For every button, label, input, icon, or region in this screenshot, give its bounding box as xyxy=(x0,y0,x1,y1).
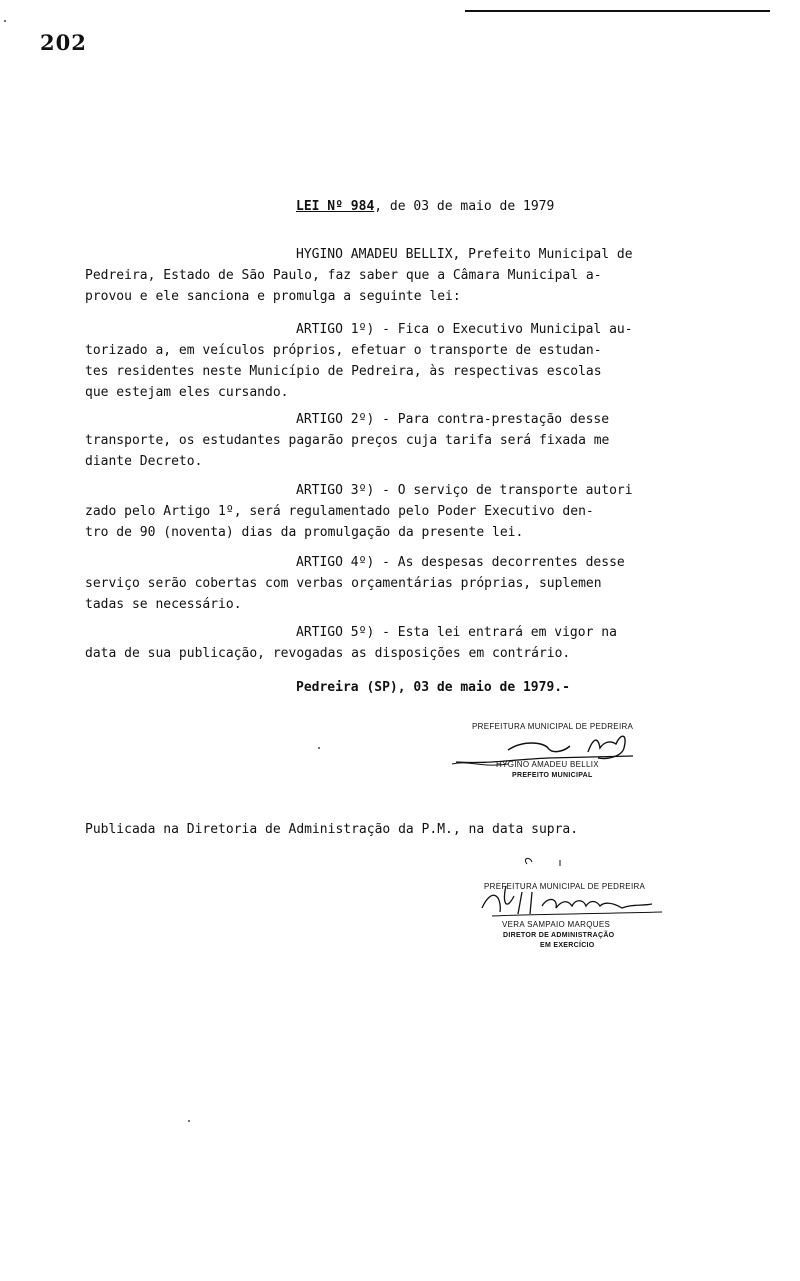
article-3 xyxy=(85,480,695,543)
article-5 xyxy=(85,622,695,664)
dateline: Pedreira (SP), 03 de maio de 1979.- xyxy=(296,680,570,695)
article-line: data de sua publicação, revogadas as disposições em contrário. xyxy=(85,646,571,661)
law-title xyxy=(296,199,554,214)
article-line: tro de 90 (noventa) dias da promulgação da presente lei. xyxy=(85,525,524,540)
mayor-stamp-role: PREFEITO MUNICIPAL xyxy=(512,772,593,779)
director-stamp-role: DIRETOR DE ADMINISTRAÇÃO xyxy=(503,932,615,939)
article-4 xyxy=(85,552,695,615)
article-line: ARTIGO 3º) - O serviço de transporte autori xyxy=(296,483,633,498)
article-line: zado pelo Artigo 1º, será regulamentado pelo Poder Executivo den- xyxy=(85,504,594,519)
mayor-stamp-name: HYGINO AMADEU BELLIX xyxy=(496,760,599,769)
scan-speck xyxy=(188,1120,190,1122)
article-1 xyxy=(85,319,695,403)
scan-speck xyxy=(4,20,6,22)
intro-line: Pedreira, Estado de São Paulo, faz saber que a Câmara Municipal a- xyxy=(85,268,602,283)
intro-line: HYGINO AMADEU BELLIX, Prefeito Municipal de xyxy=(296,247,633,262)
law-date: , de 03 de maio de 1979 xyxy=(374,199,555,214)
article-line: ARTIGO 4º) - As despesas decorrentes desse xyxy=(296,555,625,570)
article-line: diante Decreto. xyxy=(85,454,203,469)
article-line: serviço serão cobertas com verbas orçamentárias próprias, suplemen xyxy=(85,576,602,591)
article-line: ARTIGO 2º) - Para contra-prestação desse xyxy=(296,412,610,427)
article-line: transporte, os estudantes pagarão preços cuja tarifa será fixada me xyxy=(85,433,610,448)
law-id: LEI Nº 984 xyxy=(296,199,375,214)
publication-note: Publicada na Diretoria de Administração da P.M., na data supra. xyxy=(85,822,579,837)
director-stamp-name: VERA SAMPAIO MARQUES xyxy=(502,920,611,929)
intro-line: provou e ele sanciona e promulga a seguinte lei: xyxy=(85,289,461,304)
article-line: ARTIGO 5º) - Esta lei entrará em vigor na xyxy=(296,625,617,640)
article-line: ARTIGO 1º) - Fica o Executivo Municipal au- xyxy=(296,322,633,337)
article-line: tes residentes neste Município de Pedreira, às respectivas escolas xyxy=(85,364,602,379)
mayor-stamp-title: PREFEITURA MUNICIPAL DE PEDREIRA xyxy=(472,722,634,731)
director-stamp-title: PREFEITURA MUNICIPAL DE PEDREIRA xyxy=(484,882,646,891)
top-rule xyxy=(465,10,770,12)
scan-speck xyxy=(318,747,320,749)
intro-paragraph xyxy=(85,244,695,307)
director-stamp-role-2: EM EXERCÍCIO xyxy=(540,942,595,949)
article-line: torizado a, em veículos próprios, efetuar o transporte de estudan- xyxy=(85,343,602,358)
director-signature-scrawl xyxy=(472,856,672,926)
article-2 xyxy=(85,409,695,472)
article-line: tadas se necessário. xyxy=(85,597,242,612)
article-line: que estejam eles cursando. xyxy=(85,385,289,400)
page-number: 202 xyxy=(40,30,87,55)
